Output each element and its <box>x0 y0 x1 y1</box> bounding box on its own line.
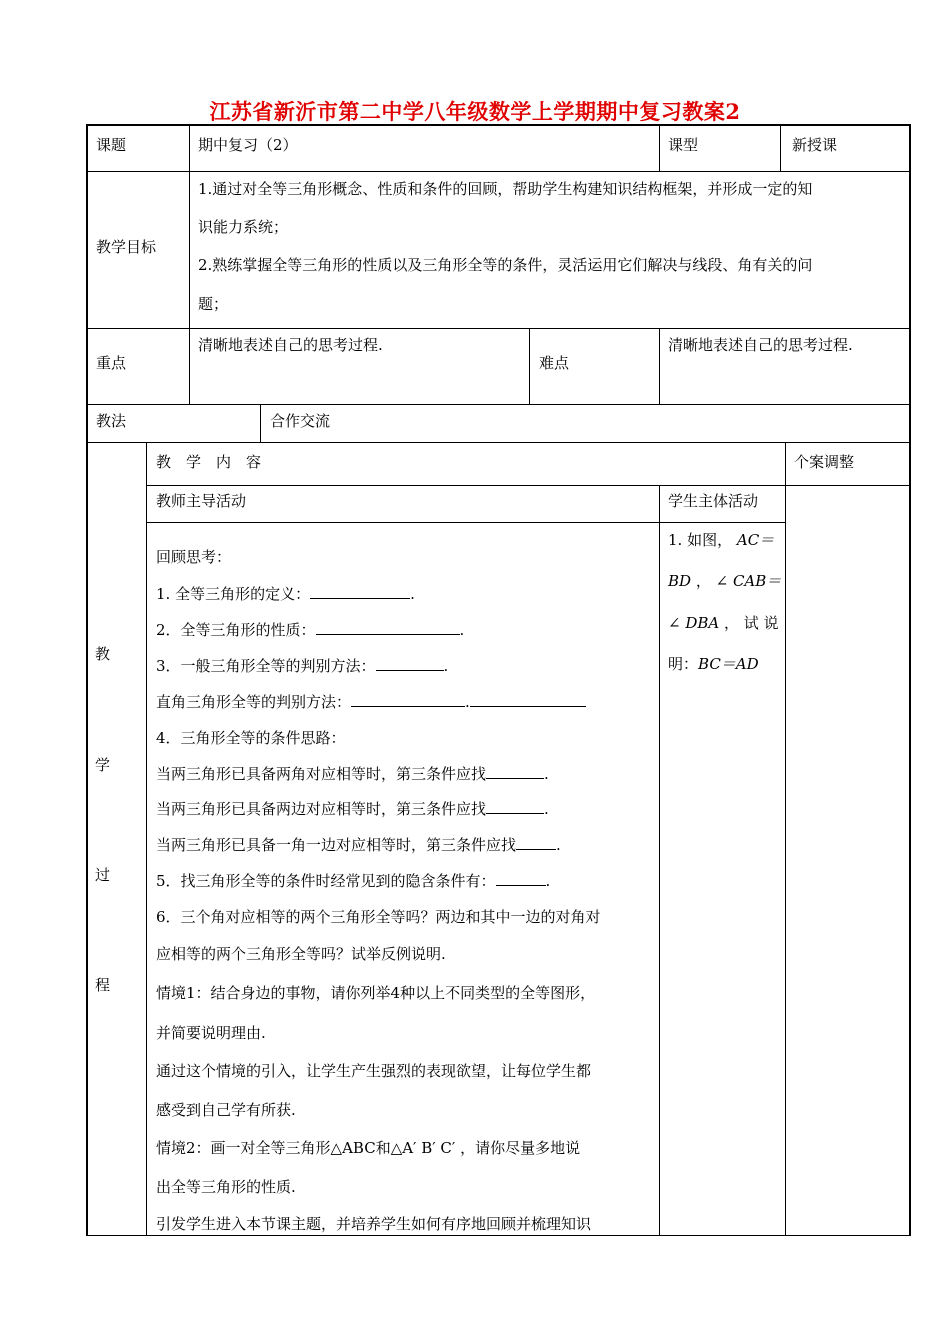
scenario-1a: 情境1：结合身边的事物，请你列举4种以上不同类型的全等图形， <box>156 984 596 1002</box>
scenario-1d: 感受到自己学有所获. <box>156 1101 296 1119</box>
lesson-type-label: 课型 <box>668 136 699 154</box>
table-right-border <box>909 124 911 1236</box>
question-5 <box>156 870 550 891</box>
question-4a-end: . <box>544 765 549 783</box>
question-3 <box>156 655 448 676</box>
row3-divider-a <box>189 328 190 404</box>
question-1 <box>156 583 415 604</box>
question-3-text: 3．一般三角形全等的判别方法： <box>156 657 376 675</box>
row2-bottom <box>86 328 910 329</box>
review-heading: 回顾思考： <box>156 548 232 566</box>
question-1-end: . <box>410 585 415 603</box>
question-4a-text: 当两三角形已具备两角对应相等时，第三条件应找 <box>156 765 487 783</box>
student-line-1-text: 1. 如图， <box>668 531 733 549</box>
scenario-2c: 引发学生进入本节课主题，并培养学生如何有序地回顾并梳理知识 <box>156 1215 592 1233</box>
student-line-3-post: ， 试 说 <box>724 614 779 632</box>
student-line-3-var: DBA <box>685 614 720 632</box>
question-4a-blank <box>486 764 544 779</box>
topic-label: 课题 <box>96 136 127 154</box>
scenario-1c: 通过这个情境的引入，让学生产生强烈的表现欲望，让每位学生都 <box>156 1062 592 1080</box>
question-4b <box>156 798 549 819</box>
scenario-2a: 情境2：画一对全等三角形△ABC和△A′ B′ C′ ，请你尽量多地说 <box>156 1139 581 1157</box>
adjust-column-divider <box>785 442 786 1236</box>
table-bottom-border <box>86 1235 911 1236</box>
process-side-char-3: 过 <box>95 866 111 884</box>
process-side-divider <box>146 442 147 1236</box>
question-6b: 应相等的两个三角形全等吗？试举反例说明. <box>156 945 446 963</box>
question-3b-blank-2 <box>470 692 586 707</box>
student-column-divider <box>659 485 660 1236</box>
student-activity-header: 学生主体活动 <box>668 492 759 510</box>
question-2-end: . <box>459 621 465 639</box>
difficulty-label: 难点 <box>539 354 570 372</box>
document-title: 江苏省新沂市第二中学八年级数学上学期期中复习教案2 <box>209 99 741 124</box>
question-4c-text: 当两三角形已具备一角一边对应相等时，第三条件应找 <box>156 836 517 854</box>
question-5-end: . <box>545 872 551 890</box>
content-header-bottom <box>146 485 910 486</box>
lesson-type-value: 新授课 <box>792 136 838 154</box>
row1-bottom <box>86 171 910 172</box>
scenario-1b: 并简要说明理由. <box>156 1024 266 1042</box>
student-line-2-text: ， ∠ <box>695 572 733 590</box>
question-3b-blank-1 <box>351 692 465 707</box>
question-6a: 6．三个角对应相等的两个三角形全等吗？两边和其中一边的对角对 <box>156 908 601 926</box>
row1-divider-b <box>659 125 660 171</box>
question-2 <box>156 619 464 640</box>
table-top-border <box>86 124 911 126</box>
question-5-blank <box>496 871 546 886</box>
objective-1b: 识能力系统； <box>198 218 289 236</box>
question-2-blank <box>316 620 460 635</box>
question-3-end: . <box>443 657 449 675</box>
student-line-4-var: BC＝AD <box>698 655 759 673</box>
activity-header-bottom <box>146 522 786 523</box>
row2-divider <box>189 171 190 328</box>
content-header: 教 学 内 容 <box>156 453 262 471</box>
question-2-text: 2．全等三角形的性质： <box>156 621 316 639</box>
question-3b-sep: . <box>465 693 470 711</box>
row1-divider-c <box>780 125 781 171</box>
question-3b-text: 直角三角形全等的判别方法： <box>156 693 352 711</box>
question-4b-blank <box>486 799 544 814</box>
student-line-3-text: ∠ <box>668 614 686 632</box>
question-4a <box>156 763 549 784</box>
question-3-blank <box>376 656 444 671</box>
adjust-header: 个案调整 <box>794 453 855 471</box>
question-1-blank <box>310 584 410 599</box>
key-point-value: 清晰地表述自己的思考过程. <box>198 336 383 354</box>
objective-1a: 1.通过对全等三角形概念、性质和条件的回顾，帮助学生构建知识结构框架，并形成一定的知 <box>198 180 813 198</box>
student-line-4 <box>668 653 759 674</box>
student-line-2-var: BD <box>668 572 692 590</box>
process-side-char-1: 教 <box>95 645 111 663</box>
row4-divider <box>260 404 261 442</box>
student-line-1-var: AC＝ <box>736 531 775 549</box>
row3-bottom <box>86 404 910 405</box>
question-4c-end: . <box>556 836 561 854</box>
question-4: 4．三角形全等的条件思路： <box>156 729 346 747</box>
student-line-1 <box>668 529 774 550</box>
question-4c <box>156 834 561 855</box>
method-label: 教法 <box>96 412 127 430</box>
row3-divider-b <box>529 328 530 404</box>
question-4b-text: 当两三角形已具备两边对应相等时，第三条件应找 <box>156 800 487 818</box>
objective-2a: 2.熟练掌握全等三角形的性质以及三角形全等的条件，灵活运用它们解决与线段、角有关的问 <box>198 256 813 274</box>
topic-value: 期中复习（2） <box>198 136 298 154</box>
student-line-3 <box>668 612 779 633</box>
scenario-2b: 出全等三角形的性质. <box>156 1178 296 1196</box>
question-3b <box>156 691 586 712</box>
question-5-text: 5．找三角形全等的条件时经常见到的隐含条件有： <box>156 872 496 890</box>
student-line-2-var2: CAB＝ <box>732 572 782 590</box>
student-line-4-text: 明： <box>668 655 699 673</box>
process-side-char-4: 程 <box>95 976 111 994</box>
process-side-char-2: 学 <box>95 756 111 774</box>
objective-2b: 题； <box>198 295 229 313</box>
table-left-border <box>86 124 88 1236</box>
student-line-2 <box>668 570 781 591</box>
difficulty-value: 清晰地表述自己的思考过程. <box>668 336 853 354</box>
row1-divider-a <box>189 125 190 171</box>
row4-bottom <box>86 442 910 443</box>
question-1-text: 1. 全等三角形的定义： <box>156 585 311 603</box>
key-point-label: 重点 <box>96 354 127 372</box>
question-4c-blank <box>516 835 556 850</box>
objectives-label: 教学目标 <box>96 238 157 256</box>
row3-divider-c <box>659 328 660 404</box>
method-value: 合作交流 <box>270 412 331 430</box>
question-4b-end: . <box>544 800 549 818</box>
teacher-activity-header: 教师主导活动 <box>156 492 247 510</box>
